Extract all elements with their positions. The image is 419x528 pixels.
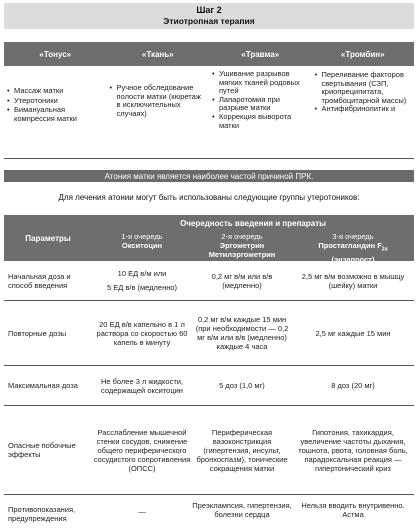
list-item: • Бимануальная компрессия матки: [6, 106, 103, 123]
cell: Гипотония, тахикардия, увеличение частоты дыхания, тошнота, рвота, головная боль, парадоксальная реакция — гипертонический криз: [298, 427, 408, 473]
col1-drug: Окситоцин: [121, 241, 163, 250]
cell-text: 0,2 мг в/м каждые 15 мин: [197, 315, 287, 324]
therapy-list-tkan: [107, 66, 210, 158]
cell: 2,5 мг каждые 15 мин: [315, 328, 391, 338]
cell-text: 5 ЕД в/в (медленно): [106, 283, 178, 292]
therapy-table-body: [4, 66, 414, 159]
step-header: [4, 3, 414, 29]
col2-order: 2-я очередь: [221, 232, 263, 241]
list-item: • Лапаротомия при разрыве матки: [211, 96, 308, 113]
cell: [192, 301, 292, 365]
list-item: • Коррекция выворота матки: [211, 113, 308, 130]
cell-text: 10 ЕД в/м или: [117, 269, 167, 278]
col3-drug: [292, 241, 414, 255]
col3-drug-sub: 2α: [381, 246, 388, 253]
row-label: Повторные дозы: [8, 328, 67, 338]
cell-text: (при необходимости — 0,2 мг в/м или в/в (медленно) каждые 4 часа: [195, 324, 289, 351]
therapy-header-tkan: «Ткань»: [141, 49, 174, 59]
row-label: Максимальная доза: [8, 381, 78, 390]
col3-drug2: (энзапрост): [331, 254, 375, 264]
row-label: Противопоказания, предупреждения: [8, 505, 76, 523]
cell: Периферическая вазоконстрикция (гипертензия, инсульт, бронхоспазм), тонические сокращения матки: [196, 427, 288, 473]
header-order: Очередность введения и препараты: [180, 219, 326, 228]
header-col1: [92, 232, 192, 250]
therapy-header-travma: «Травма»: [241, 49, 280, 59]
header-col2: [192, 232, 292, 259]
table-row: [4, 261, 414, 301]
therapy-list-trombin: [312, 66, 415, 158]
col3-drug-name: Простагландин F: [318, 241, 382, 250]
atony-banner: Атония матки является наиболее частой причиной ПРК.: [4, 170, 414, 182]
cell: [92, 261, 192, 300]
cell: 0,2 мг в/м или в/в (медленно): [211, 271, 273, 290]
header-params: Параметры: [25, 233, 71, 243]
list-item: • Переливание факторов свертывания (СЗП, криопреципитата, тромбоцитарной массы): [314, 71, 411, 105]
table-row: [4, 495, 414, 528]
therapy-header-trombin: «Тромбин»: [340, 49, 385, 59]
col1-order: 1-я очередь: [121, 232, 163, 241]
step-number: Шаг 2: [196, 5, 222, 15]
list-item: • Массаж матки: [6, 87, 103, 96]
list-item: • Ручное обследование полости матки (кюретаж в исключительных случаях): [109, 84, 206, 118]
cell: —: [138, 507, 146, 516]
therapy-list-tonus: [4, 66, 107, 158]
therapy-list-travma: [209, 66, 312, 158]
intro-text: Для лечения атонии могут быть использованы следующие группы утеротоников:: [58, 193, 360, 202]
col2-drug1: Эргометрин: [219, 241, 265, 250]
cell: 8 доз (20 мг): [331, 381, 375, 390]
cell: 20 ЕД в/в капельно в 1 л раствора со скоростью 60 капель в минуту: [96, 319, 188, 347]
cell: Нельзя вводить внутривенно. Астма: [301, 501, 405, 519]
header-col3: [292, 232, 414, 264]
cell: 2,5 мг в/м возможно в мышцу (шейку) матки: [301, 271, 405, 290]
col2-drug2: Метилэргометрин: [208, 250, 276, 259]
row-label: Опасные побочные эффекты: [8, 441, 76, 459]
cell: Преэклампсия, гипертензия, болезни сердца: [192, 501, 292, 519]
step-title: Этиотропная терапия: [163, 16, 255, 26]
uterotonics-table: [4, 215, 414, 528]
table-row: [4, 406, 414, 495]
row-label: Начальная доза и способ введения: [8, 271, 71, 290]
uterotonics-table-header: [4, 215, 414, 264]
cell: Расслабление мышечной стенки сосудов, снижение общего периферического сосудистого сопротивления (ОПСС): [93, 427, 191, 473]
cell: Не более 3 л жидкости, содержащей окситоцин: [100, 376, 184, 395]
list-item: • Антифибринолитик и: [314, 105, 411, 114]
table-row: [4, 301, 414, 366]
therapy-header-tonus: «Тонус»: [39, 49, 72, 59]
table-row: [4, 366, 414, 406]
list-item: • Ушивание разрывов мягких тканей родовых путей: [211, 70, 308, 96]
list-item: • Утеротоники: [6, 97, 103, 106]
col3-order: 3-я очередь: [332, 232, 374, 241]
therapy-table-header: [4, 42, 414, 66]
cell: 5 доз (1,0 мг): [219, 381, 265, 390]
